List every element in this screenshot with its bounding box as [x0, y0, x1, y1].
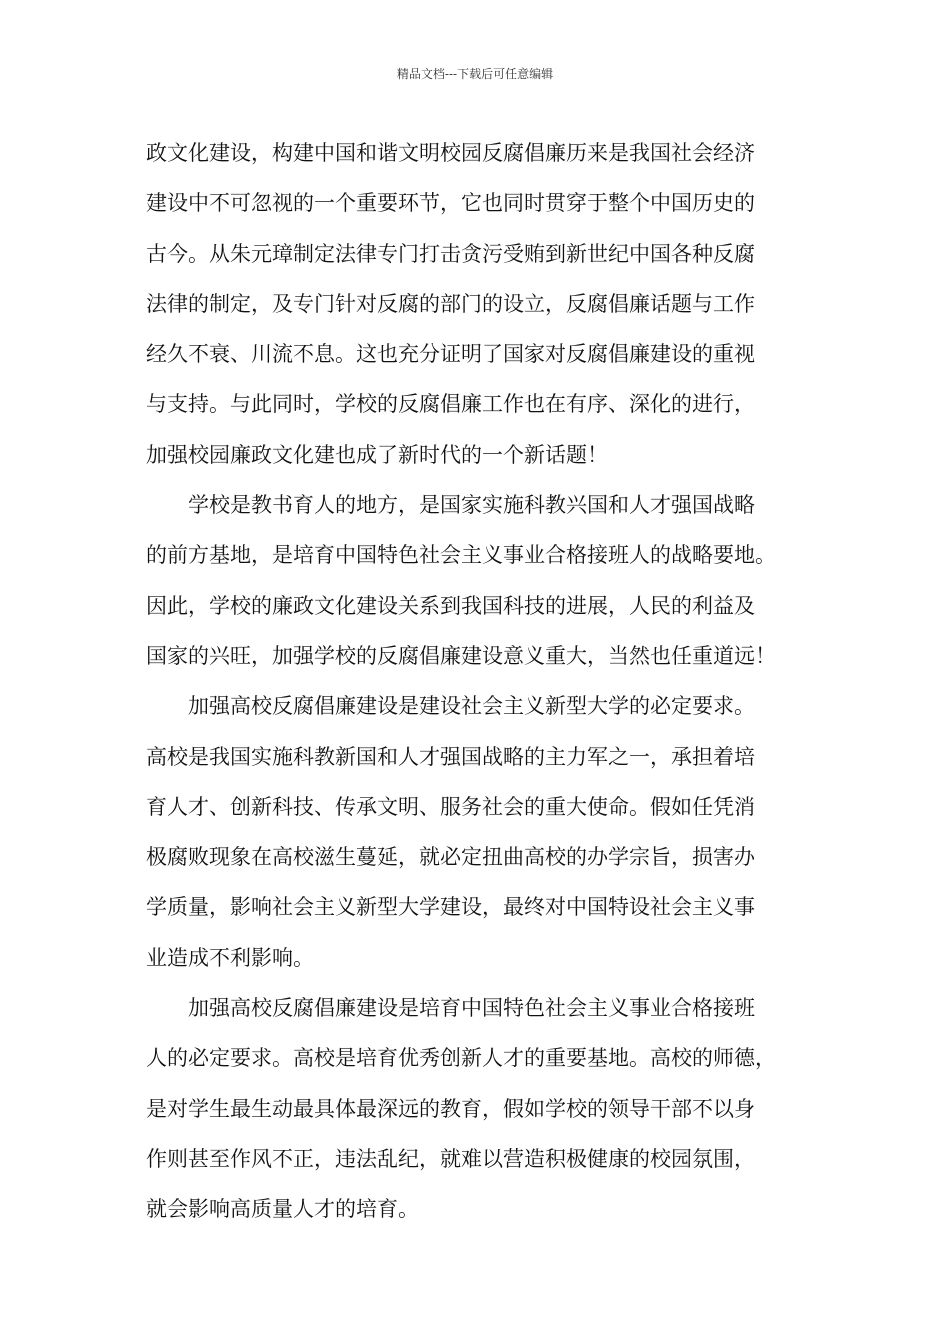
text-line: 极腐败现象在高校滋生蔓延，就必定扭曲高校的办学宗旨，损害办: [146, 845, 755, 870]
text-line: 高校是我国实施科教新国和人才强国战略的主力军之一，承担着培: [146, 744, 755, 769]
text-line: 人的必定要求。高校是培育优秀创新人才的重要基地。高校的师德，: [146, 1046, 776, 1071]
page-header: 精品文档---下载后可任意编辑: [396, 67, 554, 81]
text-line: 建设中不可忽视的一个重要环节，它也同时贯穿于整个中国历史的: [146, 191, 755, 216]
paragraph-4: [146, 983, 816, 1234]
paragraph-1: [146, 128, 816, 480]
text-line: 作则甚至作风不正，违法乱纪，就难以营造积极健康的校园氛围，: [146, 1146, 755, 1171]
text-line: 与支持。与此同时，学校的反腐倡廉工作也在有序、深化的进行，: [146, 392, 755, 417]
text-line: 的前方基地，是培育中国特色社会主义事业合格接班人的战略要地。: [146, 543, 776, 568]
text-line: 加强校园廉政文化建也成了新时代的一个新话题！: [146, 442, 608, 467]
text-line: 法律的制定，及专门针对反腐的部门的设立，反腐倡廉话题与工作: [146, 291, 755, 316]
text-line: 古今。从朱元璋制定法律专门打击贪污受贿到新世纪中国各种反腐: [146, 241, 755, 266]
text-line: 加强高校反腐倡廉建设是建设社会主义新型大学的必定要求。: [188, 694, 755, 719]
text-line: 加强高校反腐倡廉建设是培育中国特色社会主义事业合格接班: [188, 996, 755, 1021]
text-line: 业造成不利影响。: [146, 945, 314, 970]
text-line: 就会影响高质量人才的培育。: [146, 1197, 419, 1222]
text-line: 政文化建设，构建中国和谐文明校园反腐倡廉历来是我国社会经济: [146, 141, 755, 165]
document-body: [146, 128, 816, 1235]
text-line: 经久不衰、川流不息。这也充分证明了国家对反腐倡廉建设的重视: [146, 342, 755, 367]
text-line: 国家的兴旺，加强学校的反腐倡廉建设意义重大，当然也任重道远！: [146, 643, 776, 668]
text-line: 学质量，影响社会主义新型大学建设，最终对中国特设社会主义事: [146, 895, 755, 920]
text-line: 学校是教书育人的地方，是国家实施科教兴国和人才强国战略: [188, 493, 755, 518]
text-line: 育人才、创新科技、传承文明、服务社会的重大使命。假如任凭消: [146, 794, 755, 819]
text-line: 因此，学校的廉政文化建设关系到我国科技的进展，人民的利益及: [146, 593, 755, 618]
text-line: 是对学生最生动最具体最深远的教育，假如学校的领导干部不以身: [146, 1096, 755, 1121]
paragraph-3: [146, 681, 816, 983]
paragraph-2: [146, 480, 816, 681]
